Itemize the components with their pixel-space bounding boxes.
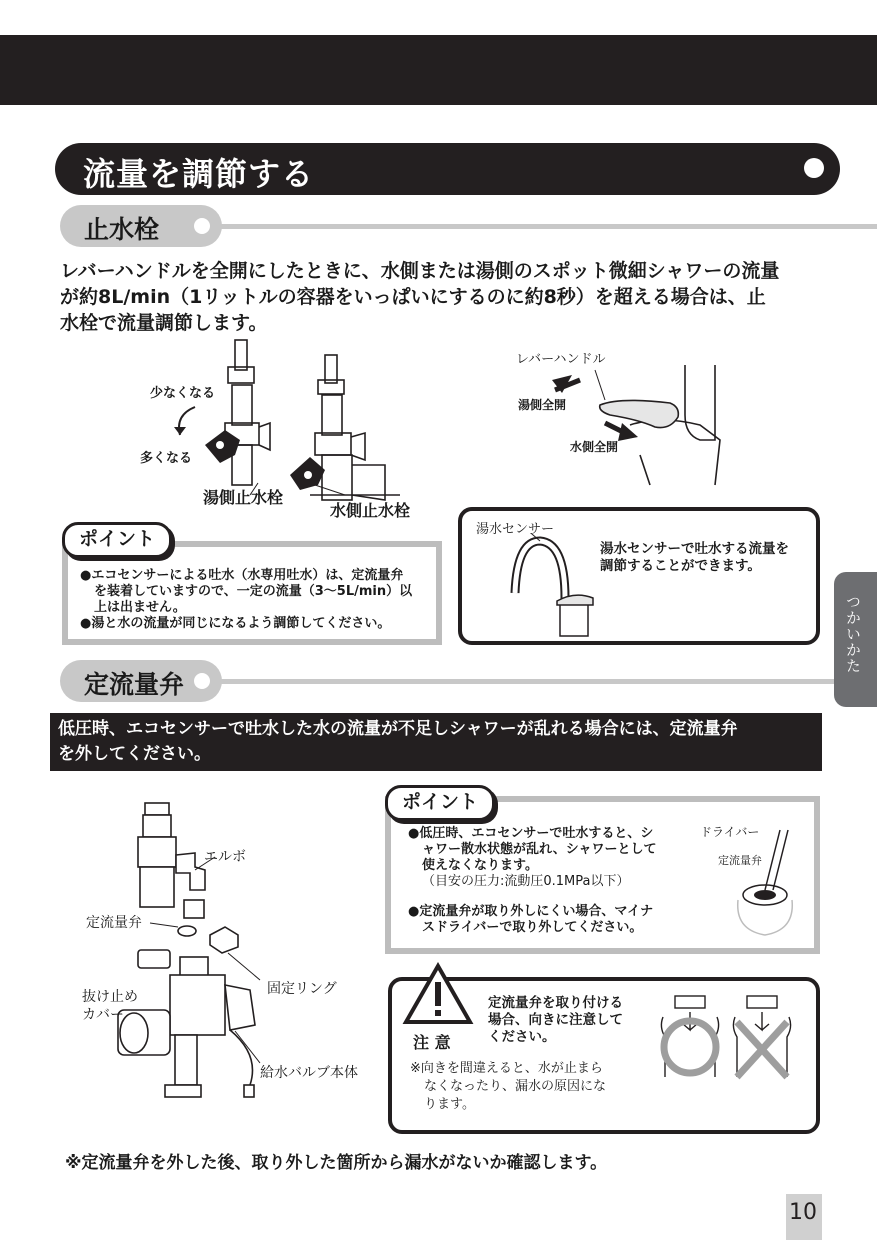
- subheading-constant-valve: [60, 660, 830, 702]
- stop-valve-illustration: [140, 335, 440, 525]
- label-cover: 抜け止め カバー: [82, 989, 138, 1023]
- label-lever: レバーハンドル: [516, 352, 606, 367]
- valve-exploded-illustration: [110, 795, 280, 1115]
- footer-note: ※定流量弁を外した後、取り外した箇所から漏水がないか確認します。: [65, 1153, 608, 1173]
- side-tab[interactable]: [834, 572, 877, 707]
- caution-note: ※向きを間違えると、水が止まら なくなったり、漏水の原因にな ります。: [410, 1061, 607, 1112]
- label-cold-valve: 水側止水栓: [330, 501, 411, 520]
- point-bullets: ●エコセンサーによる吐水（水専用吐水）は、定流量弁 を装着していますので、一定の流量（3〜5L/min）以 上は出ません。 ●湯と水の流量が同じになるよう調節してください。: [80, 568, 413, 631]
- label-ring: 固定リング: [267, 981, 337, 997]
- label-valve: 定流量弁: [86, 915, 142, 931]
- point-tag: ポイント: [62, 522, 172, 558]
- label-more: 多くなる: [140, 451, 193, 466]
- label-less: 少なくなる: [150, 386, 216, 401]
- lead-paragraph: レバーハンドルを全開にしたときに、水側または湯側のスポット微細シャワーの流量 が約8L/min（1リットルの容器をいっぱいにするのに約8秒）を超える場合は、止 水栓で流量調節します。: [60, 260, 780, 334]
- instruction-banner: 低圧時、エコセンサーで吐水した水の流量が不足しシャワーが乱れる場合には、定流量弁 を外してください。: [50, 713, 822, 771]
- label-driver: ドライバー: [700, 825, 760, 839]
- point-tag: ポイント: [385, 785, 495, 821]
- subheading-label: 定流量弁: [84, 670, 185, 699]
- faucet-icon: [505, 533, 600, 638]
- caution-label: 注 意: [413, 1033, 451, 1052]
- orientation-illustration: [655, 992, 805, 1084]
- bullet-dot-icon: [194, 218, 210, 234]
- side-tab-label: つかいかた: [844, 594, 862, 674]
- section-title-bar: [55, 143, 840, 195]
- label-valve-small: 定流量弁: [718, 854, 762, 867]
- lever-illustration: [500, 345, 730, 495]
- page-number: 10: [789, 1200, 817, 1225]
- subheading-label: 止水栓: [84, 215, 160, 244]
- page-number-box: [786, 1194, 822, 1240]
- warning-icon: [402, 962, 474, 1026]
- caution-text: 定流量弁を取り付ける 場合、向きに注意して ください。: [488, 995, 623, 1045]
- label-body: 給水バルブ本体: [260, 1065, 358, 1081]
- label-sensor: 湯水センサー: [476, 522, 555, 537]
- point-bullets: ●低圧時、エコセンサーで吐水すると、シ ャワー散水状態が乱れ、シャワーとして 使えなくなります。 （目安の圧力:流動圧0.1MPa以下） ●定流量弁が取り外しにくい場合、マイナ スドライバーで取り外してください。: [408, 826, 657, 935]
- bullet-dot-icon: [194, 673, 210, 689]
- sensor-text: 湯水センサーで吐水する流量を 調節することができます。: [600, 541, 789, 574]
- label-elbow: エルボ: [204, 849, 246, 865]
- header-bar: [0, 35, 877, 105]
- label-cold-full: 水側全開: [570, 440, 619, 454]
- section-title: 流量を調節する: [83, 155, 315, 193]
- driver-illustration: [730, 825, 810, 940]
- label-hot-valve: 湯側止水栓: [203, 488, 284, 507]
- label-hot-full: 湯側全開: [518, 398, 567, 412]
- bullet-dot-icon: [804, 158, 824, 178]
- subheading-stop-valve: [60, 205, 830, 247]
